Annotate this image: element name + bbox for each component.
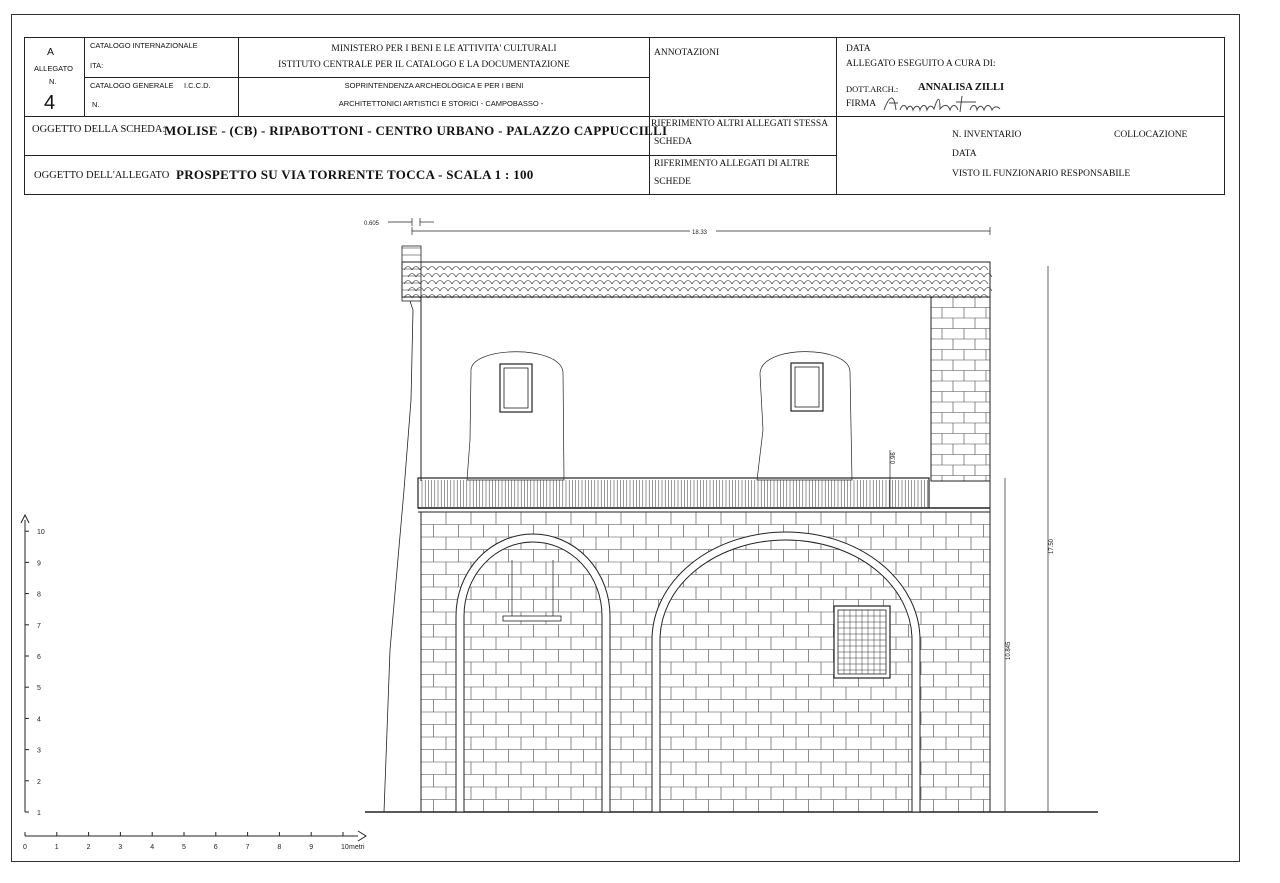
- scale-tick-label: 5: [182, 844, 186, 851]
- data-label-2: DATA: [952, 149, 977, 159]
- upper-wall-outline: [931, 297, 990, 481]
- allegato-n-label: N.: [49, 77, 57, 86]
- scale-tick-label: 10: [341, 844, 349, 851]
- scale-tick-label: 3: [118, 844, 123, 851]
- window-left: [500, 364, 532, 412]
- vertical-scale-label: 4: [37, 716, 41, 724]
- annotazioni-label: ANNOTAZIONI: [654, 48, 720, 58]
- dott-arch-name: ANNALISA ZILLI: [918, 82, 1005, 93]
- allegato-label: ALLEGATO: [34, 64, 73, 73]
- oggetto-allegato-label: OGGETTO DELL'ALLEGATO: [34, 170, 170, 181]
- dott-arch-label: DOTT.ARCH.:: [846, 84, 899, 94]
- vertical-scale: [21, 515, 45, 817]
- allegato-number: 4: [44, 92, 56, 114]
- scale-unit-label: metri: [349, 844, 365, 851]
- dim-width: 18.33: [692, 230, 708, 236]
- scale-tick-label: 4: [150, 844, 155, 851]
- iccd-label: I.C.C.D.: [184, 81, 211, 90]
- soprintendenza-line1: SOPRINTENDENZA ARCHEOLOGICA E PER I BENI: [344, 81, 524, 90]
- ministero-text: MINISTERO PER I BENI E LE ATTIVITA' CULTURALI: [331, 44, 557, 54]
- hanging-sign: [503, 616, 561, 621]
- collocazione-label: COLLOCAZIONE: [1114, 130, 1188, 140]
- oggetto-scheda-label: OGGETTO DELLA SCHEDA:: [32, 124, 166, 135]
- data-label: DATA: [846, 44, 871, 54]
- scale-tick-label: 2: [86, 844, 91, 851]
- vertical-scale-label: 5: [37, 685, 41, 693]
- dim-lower-height: 10.845: [1006, 641, 1012, 660]
- n-inventario-label: N. INVENTARIO: [952, 130, 1022, 140]
- scale-tick-label: 7: [245, 844, 250, 851]
- window-left-inner: [504, 368, 528, 408]
- vertical-scale-label: 7: [37, 622, 41, 630]
- vertical-scale-label: 3: [37, 747, 41, 755]
- catalogo-generale-label: CATALOGO GENERALE: [90, 81, 174, 90]
- scale-tick-label: 8: [277, 844, 282, 851]
- dimension-lines: [388, 218, 1048, 812]
- scale-tick-label: 9: [309, 844, 314, 851]
- rif-stessa-line2: SCHEDA: [654, 137, 693, 147]
- soprintendenza-line2: ARCHITETTONICI ARTISTICI E STORICI - CAMPOBASSO -: [338, 99, 544, 108]
- rif-altre-line1: RIFERIMENTO ALLEGATI DI ALTRE: [654, 159, 810, 169]
- n-label: N.: [92, 100, 100, 109]
- vertical-scale-label: 9: [37, 560, 41, 568]
- rif-stessa-line1: RIFERIMENTO ALTRI ALLEGATI STESSA: [651, 119, 829, 129]
- window-right: [791, 363, 823, 411]
- left-arch: [456, 534, 610, 812]
- scale-tick-label: 1: [54, 844, 59, 851]
- window-right-inner: [795, 367, 819, 407]
- allegato-eseguito-label: ALLEGATO ESEGUITO A CURA DI:: [846, 59, 996, 69]
- downpipe: [384, 301, 413, 812]
- upper-brick-wall: [931, 297, 990, 481]
- plaster-patch-right: [757, 352, 852, 480]
- railing-balusters: [422, 480, 928, 507]
- dim-parapet: 0.96: [891, 452, 897, 464]
- scale-tick-label: 0: [23, 844, 27, 851]
- vertical-scale-label: 1: [37, 810, 41, 817]
- oggetto-allegato-value: PROSPETTO SU VIA TORRENTE TOCCA - SCALA 1 : 100: [176, 167, 534, 182]
- catalogo-internazionale-label: CATALOGO INTERNAZIONALE: [90, 41, 198, 50]
- scale-bar-arrow: [358, 831, 366, 841]
- rif-altre-line2: SCHEDE: [654, 177, 691, 187]
- vertical-scale-label: 10: [37, 529, 45, 537]
- vertical-scale-label: 6: [37, 654, 41, 661]
- scale-tick-label: 6: [213, 844, 218, 851]
- window-grating: [834, 606, 890, 678]
- ita-label: ITA:: [90, 61, 104, 70]
- plaster-patch-left: [467, 352, 564, 480]
- allegato-letter: A: [47, 46, 55, 58]
- istituto-text: ISTITUTO CENTRALE PER IL CATALOGO E LA DOCUMENTAZIONE: [278, 60, 570, 70]
- dim-overhang: 0.605: [364, 221, 380, 227]
- visto-funzionario-label: VISTO IL FUNZIONARIO RESPONSABILE: [952, 169, 1131, 179]
- vertical-scale-label: 2: [37, 778, 41, 786]
- roof-tiles: [402, 248, 992, 298]
- balcony-railing: [418, 478, 929, 508]
- oggetto-scheda-value: MOLISE - (CB) - RIPABOTTONI - CENTRO URBANO - PALAZZO CAPPUCCILLI: [164, 123, 668, 138]
- scale-bar: [23, 831, 366, 851]
- dim-total-height: 17.50: [1049, 538, 1055, 554]
- firma-label: FIRMA: [846, 99, 877, 109]
- vertical-scale-label: 8: [37, 591, 41, 599]
